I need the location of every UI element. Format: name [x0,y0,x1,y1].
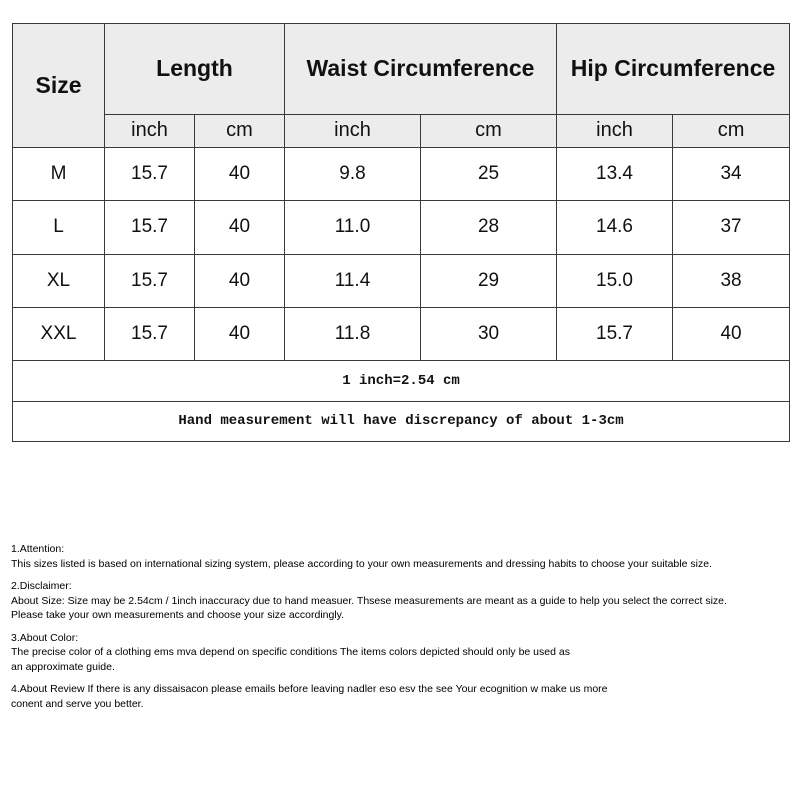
note-title: 3.About Color: [11,631,79,644]
value-cell: 38 [673,254,790,307]
value-cell: 40 [195,201,285,254]
value-cell: 40 [195,147,285,200]
value-cell: 9.8 [285,147,421,200]
table-row [13,308,790,361]
value-cell: 40 [195,254,285,307]
value-cell: 11.8 [285,308,421,361]
unit-cell: inch [557,114,673,147]
value-cell: 34 [673,147,790,200]
value-cell: 37 [673,201,790,254]
conversion-note: 1 inch=2.54 cm [13,361,790,401]
size-chart-table [12,23,790,442]
attention-note [11,542,796,571]
value-cell: 11.4 [285,254,421,307]
value-cell: 15.7 [105,308,195,361]
discrepancy-row [13,401,790,441]
value-cell: 15.7 [105,147,195,200]
value-cell: 14.6 [557,201,673,254]
table-row [13,147,790,200]
hip-header: Hip Circumference [557,24,790,115]
unit-row [13,114,790,147]
value-cell: 30 [421,308,557,361]
table-row [13,201,790,254]
size-header: Size [13,24,105,148]
note-title: 2.Disclaimer: [11,580,72,592]
note-body: About Size: Size may be 2.54cm / 1inch inaccuracy due to hand measuer. Thsese measurements are meant as a guide to help you select the correct size. Please take your own measurements and choose your size accordingly. [11,594,727,621]
color-note [11,631,796,675]
note-body: conent and serve you better. [11,697,144,710]
value-cell: 11.0 [285,201,421,254]
waist-header: Waist Circumference [285,24,557,115]
note-title: 4.About Review If there is any dissaisacon please emails before leaving nadler eso esv the see Your ecognition w make us more [11,683,608,695]
discrepancy-note: Hand measurement will have discrepancy of about 1-3cm [13,401,790,441]
unit-cell: cm [195,114,285,147]
note-body: The precise color of a clothing ems mva depend on specific conditions The items colors depicted should only be used as an approximate guide. [11,646,570,673]
table-row [13,254,790,307]
unit-cell: inch [285,114,421,147]
value-cell: 15.0 [557,254,673,307]
size-cell: XL [13,254,105,307]
size-cell: XXL [13,308,105,361]
note-body: This sizes listed is based on international sizing system, please according to your own measurements and dressing habits to choose your suitable size. [11,557,712,570]
value-cell: 40 [195,308,285,361]
length-header: Length [105,24,285,115]
value-cell: 15.7 [105,254,195,307]
size-cell: L [13,201,105,254]
header-row [13,24,790,115]
review-note [11,682,796,711]
size-cell: M [13,147,105,200]
value-cell: 25 [421,147,557,200]
disclaimer-note [11,579,796,623]
value-cell: 13.4 [557,147,673,200]
value-cell: 28 [421,201,557,254]
value-cell: 40 [673,308,790,361]
unit-cell: cm [673,114,790,147]
value-cell: 15.7 [557,308,673,361]
unit-cell: cm [421,114,557,147]
note-title: 1.Attention: [11,543,65,555]
notes-section [11,542,796,719]
unit-cell: inch [105,114,195,147]
value-cell: 29 [421,254,557,307]
value-cell: 15.7 [105,201,195,254]
conversion-row [13,361,790,401]
